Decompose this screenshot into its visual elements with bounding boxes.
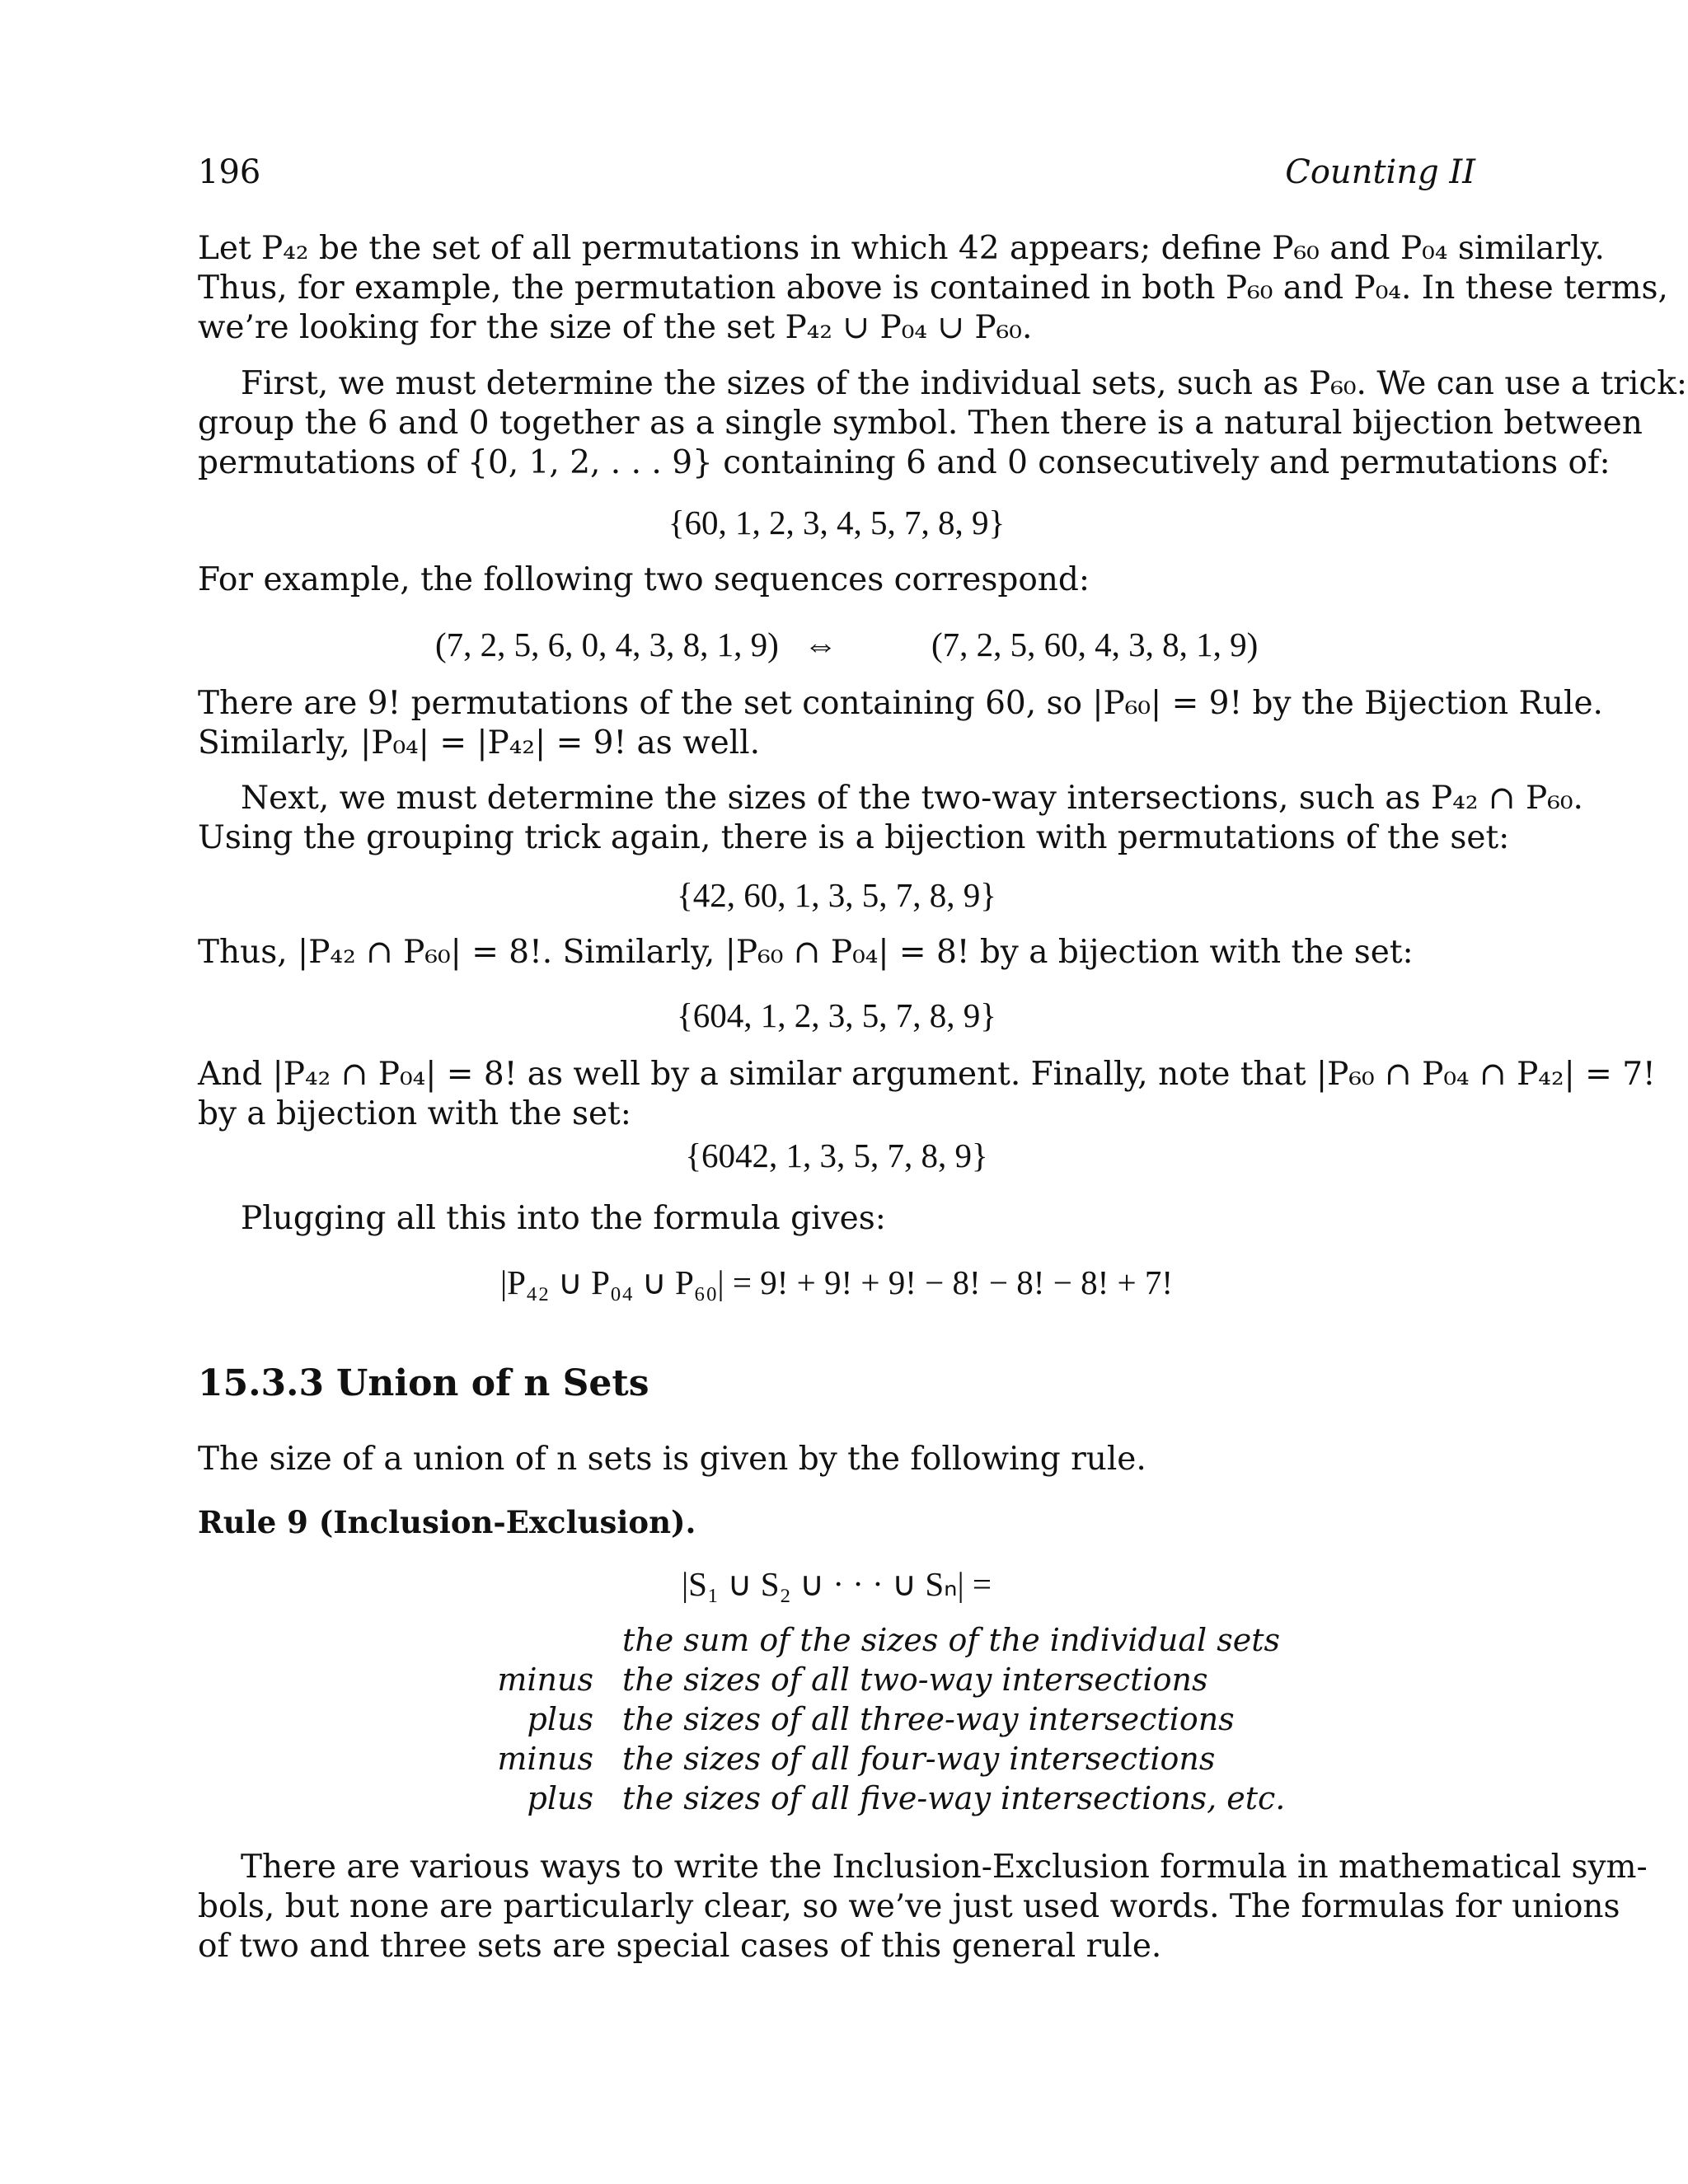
text-line: of two and three sets are special cases of this general rule. bbox=[198, 1928, 1162, 1965]
section-title: Union of n Sets bbox=[336, 1362, 649, 1404]
display-set-60: {60, 1, 2, 3, 4, 5, 7, 8, 9} bbox=[668, 504, 1006, 541]
rule-term: the sum of the sizes of the individual sets bbox=[622, 1622, 1280, 1658]
text-line: First, we must determine the sizes of the individual sets, such as P₆₀. We can use a trick: bbox=[241, 365, 1687, 402]
display-set-6042: {6042, 1, 3, 5, 7, 8, 9} bbox=[685, 1137, 988, 1174]
text-line: we’re looking for the size of the set P₄₂ ∪ P₀₄ ∪ P₆₀. bbox=[198, 309, 1033, 346]
paragraph-plugging bbox=[198, 1199, 1475, 1239]
paragraph-three-way bbox=[198, 1055, 1656, 1134]
text-line: Similarly, |P₀₄| = |P₄₂| = 9! as well. bbox=[198, 724, 761, 762]
display-set-42-60: {42, 60, 1, 3, 5, 7, 8, 9} bbox=[677, 876, 996, 914]
text-line: The size of a union of n sets is given by the following rule. bbox=[198, 1441, 1146, 1478]
text-line: Thus, |P₄₂ ∩ P₆₀| = 8!. Similarly, |P₆₀ ∩ P₀₄| = 8! by a bijection with the set: bbox=[198, 934, 1414, 971]
text-line: Using the grouping trick again, there is a bijection with permutations of the set: bbox=[198, 819, 1510, 856]
section-number: 15.3.3 bbox=[198, 1362, 325, 1404]
text-line: bols, but none are particularly clear, so we’ve just used words. The formulas for unions bbox=[198, 1888, 1620, 1925]
text-line: permutations of {0, 1, 2, . . . 9} containing 6 and 0 consecutively and permutations of: bbox=[198, 444, 1611, 481]
page-number: 196 bbox=[198, 153, 261, 191]
rule-operator bbox=[462, 1620, 593, 1660]
display-set-604: {604, 1, 2, 3, 5, 7, 8, 9} bbox=[677, 996, 996, 1034]
rule-operator: plus bbox=[527, 1701, 593, 1737]
text-line: And |P₄₂ ∩ P₀₄| = 8! as well by a similar argument. Finally, note that |P₆₀ ∩ P₀₄ ∩ P₄₂| = 7! bbox=[198, 1056, 1656, 1093]
rule-operator: plus bbox=[527, 1780, 593, 1816]
rule-term: the sizes of all five-way intersections, etc. bbox=[622, 1780, 1286, 1816]
paragraph-example bbox=[198, 560, 1475, 600]
running-head: Counting II bbox=[1285, 153, 1475, 191]
paragraph-two-way bbox=[198, 779, 1583, 858]
rule-label: Rule 9 (Inclusion-Exclusion). bbox=[198, 1504, 696, 1540]
rule-lhs: |S₁ ∪ S₂ ∪ · · · ∪ Sₙ| = bbox=[681, 1565, 992, 1603]
rule-operators bbox=[462, 1620, 593, 1818]
rule-term: the sizes of all three-way intersections bbox=[622, 1701, 1235, 1737]
text-line: Plugging all this into the formula gives: bbox=[241, 1200, 886, 1237]
text-line: by a bijection with the set: bbox=[198, 1095, 631, 1132]
paragraph-section-intro bbox=[198, 1440, 1475, 1479]
rule-operator: minus bbox=[497, 1661, 593, 1698]
text-line: Thus, for example, the permutation above is contained in both P₆₀ and P₀₄. In these terms, bbox=[198, 269, 1668, 307]
sequence-left: (7, 2, 5, 6, 0, 4, 3, 8, 1, 9) bbox=[435, 626, 779, 663]
paragraph-definitions bbox=[198, 229, 1668, 348]
text-line: Let P₄₂ be the set of all permutations in which 42 appears; define P₆₀ and P₀₄ similarly. bbox=[198, 230, 1605, 267]
paragraph-bijection-rule bbox=[198, 684, 1603, 763]
rule-term: the sizes of all two-way intersections bbox=[622, 1661, 1208, 1698]
paragraph-intersections bbox=[198, 933, 1475, 972]
text-line: Next, we must determine the sizes of the two-way intersections, such as P₄₂ ∩ P₆₀. bbox=[241, 780, 1583, 817]
display-formula: |P₄₂ ∪ P₀₄ ∪ P₆₀| = 9! + 9! + 9! − 8! − 8! − 8! + 7! bbox=[499, 1263, 1174, 1301]
text-line: For example, the following two sequences correspond: bbox=[198, 561, 1090, 598]
section-heading bbox=[198, 1362, 649, 1404]
rule-operator: minus bbox=[497, 1741, 593, 1777]
paragraph-individual-sets bbox=[198, 364, 1687, 483]
text-line: There are various ways to write the Inclusion-Exclusion formula in mathematical sym- bbox=[241, 1849, 1648, 1886]
paragraph-closing bbox=[198, 1848, 1648, 1966]
equivalence-arrow: ⇔ bbox=[804, 626, 837, 663]
rule-term: the sizes of all four-way intersections bbox=[622, 1741, 1216, 1777]
sequence-right: (7, 2, 5, 60, 4, 3, 8, 1, 9) bbox=[931, 626, 1259, 663]
text-line: group the 6 and 0 together as a single symbol. Then there is a natural bijection between bbox=[198, 405, 1643, 442]
rule-terms bbox=[622, 1620, 1364, 1818]
text-line: There are 9! permutations of the set containing 60, so |P₆₀| = 9! by the Bijection Rule. bbox=[198, 685, 1603, 722]
